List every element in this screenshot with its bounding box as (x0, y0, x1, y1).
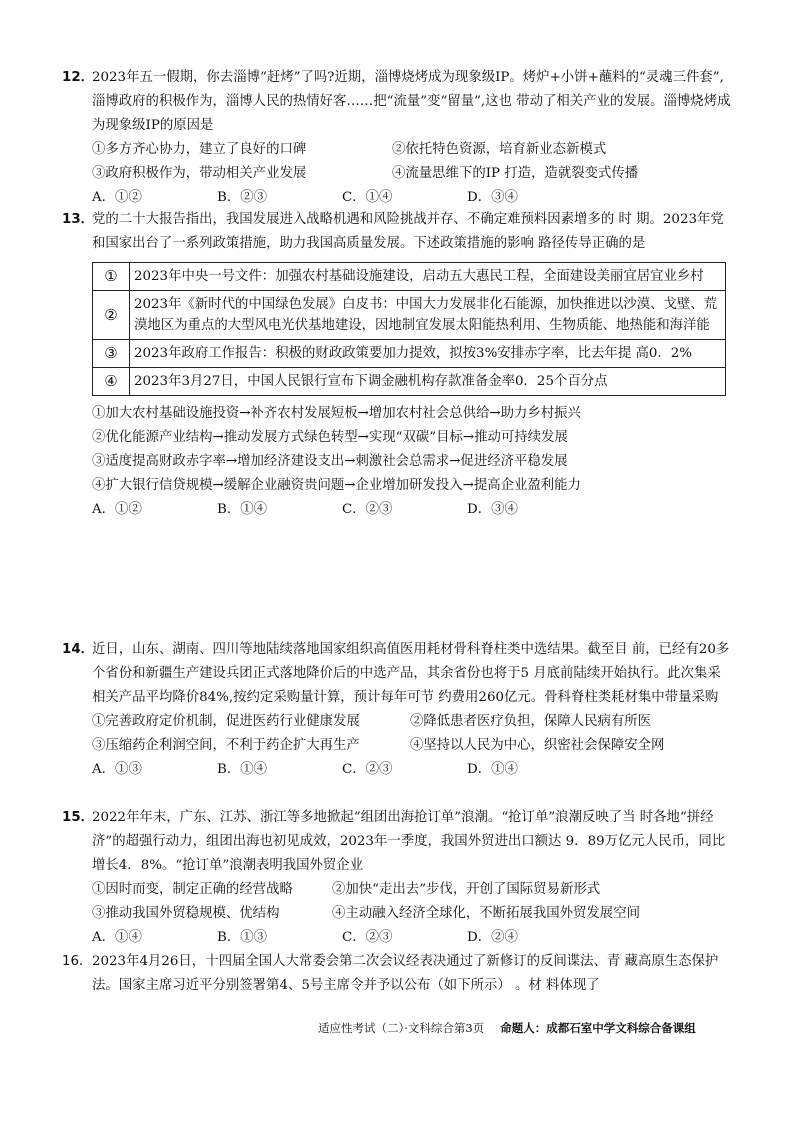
choice-d: D．①④ (467, 762, 518, 777)
question-13-stem (62, 208, 732, 256)
row-text: 2023年3月27日，中国人民银行宣布下调金融机构存款准备金率0．25个百分点 (130, 368, 726, 396)
question-16 (62, 950, 732, 998)
row-number: ① (93, 263, 130, 291)
answer-choices (92, 186, 732, 210)
question-number: 14． (62, 642, 95, 657)
choice-d: D．②④ (467, 930, 518, 945)
choice-b: B．①④ (217, 502, 268, 517)
option-2: ②依托特色资源，培育新业态新模式 (392, 142, 607, 157)
choice-c: C．②③ (342, 502, 393, 517)
table-row (93, 368, 726, 396)
footer-page-label: 适应性考试（二）·文科综合第3页 (318, 1021, 485, 1035)
row-text: 2023年政府工作报告：积极的财政政策要加力提效，拟按3%安排赤字率，比去年提 高0．2% (130, 340, 726, 368)
option-1: ①加大农村基础设施投资→补齐农村发展短板→增加农村社会总供给→助力乡村振兴 (92, 406, 581, 421)
option-2: ②加快“走出去”步伐，开创了国际贸易新形式 (332, 882, 601, 897)
table-row (93, 263, 726, 291)
stem-text: 2023年五一假期，你去淄博“赶烤”了吗?近期，淄博烧烤成为现象级IP。烤炉+小饼+蘸料的“灵魂三件套”,淄博政府的积极作为，淄博人民的热情好客……把“流量”变“留量”,这也 带动了相关产业的发展。淄博烧烤成为现象级IP的原因是 (92, 70, 731, 133)
footer-author: 命题人：成都石室中学文科综合备课组 (500, 1021, 696, 1035)
row-text: 2023年《新时代的中国绿色发展》白皮书：中国大力发展非化石能源，加快推进以沙漠、戈壁、荒漠地区为重点的大型风电光伏基地建设，因地制宜发展太阳能热利用、生物质能、地热能和海洋能 (130, 291, 726, 340)
option-4: ④扩大银行信贷规模→缓解企业融资贵问题→企业增加研发投入→提高企业盈利能力 (92, 478, 581, 493)
table-row (93, 291, 726, 340)
choice-b: B．②③ (217, 190, 268, 205)
question-15 (62, 806, 732, 950)
option-1: ①因时而变，制定正确的经营战略 (92, 882, 293, 897)
row-number: ④ (93, 368, 130, 396)
stem-text: 2022年年末，广东、江苏、浙江等多地掀起“组团出海抢订单”浪潮。“抢订单”浪潮反映了当 时各地“拼经济”的超强行动力，组团出海也初见成效，2023年一季度，我国外贸进出口额达 9．89万亿元人民币，同比增长4．8%。“抢订单”浪潮表明我国外贸企业 (92, 810, 726, 873)
row-text: 2023年中央一号文件：加强农村基础设施建设，启动五大惠民工程，全面建设美丽宜居宜业乡村 (130, 263, 726, 291)
question-number: 16． (62, 954, 93, 969)
stem-text: 近日，山东、湖南、四川等地陆续落地国家组织高值医用耗材骨科脊柱类中选结果。截至目 前，已经有20多个省份和新疆生产建设兵团正式落地降价后的中选产品，其余省份也将于5 月底前陆续开始执行。此次集采相关产品平均降价84%,按约定采购量计算，预计每年可节 约费用260亿元。骨科脊柱类耗材集中带量采购 (92, 642, 730, 705)
question-14 (62, 638, 732, 782)
option-4: ④流量思维下的IP 打造，造就裂变式传播 (392, 166, 639, 181)
option-3: ③推动我国外贸稳规模、优结构 (92, 906, 280, 921)
question-14-stem (62, 638, 732, 710)
option-3: ③适度提高财政赤字率→增加经济建设支出→刺激社会总需求→促进经济平稳发展 (92, 454, 568, 469)
answer-choices (92, 926, 732, 950)
question-16-stem (62, 950, 732, 998)
option-4: ④主动融入经济全球化，不断拓展我国外贸发展空间 (332, 906, 640, 921)
choice-b: B．①③ (217, 930, 268, 945)
choice-d: D．③④ (467, 190, 518, 205)
choice-c: C．②③ (342, 930, 393, 945)
choice-c: C．①④ (342, 190, 393, 205)
row-number: ② (93, 291, 130, 340)
policy-table (92, 262, 726, 396)
option-4: ④坚持以人民为中心，织密社会保障安全网 (410, 738, 665, 753)
question-13 (62, 208, 732, 522)
question-number: 15． (62, 810, 95, 825)
question-number: 13． (62, 212, 95, 227)
answer-choices (92, 498, 732, 522)
option-2: ②优化能源产业结构→推动发展方式绿色转型→实现“双碳”目标→推动可持续发展 (92, 430, 568, 445)
table-row (93, 340, 726, 368)
option-3: ③压缩药企利润空间，不利于药企扩大再生产 (92, 738, 360, 753)
question-12-stem (62, 66, 732, 138)
stem-text: 党的二十大报告指出，我国发展进入战略机遇和风险挑战并存、不确定难预料因素增多的 时 期。2023年党和国家出台了一系列政策措施，助力我国高质量发展。下述政策措施的影响 路径传导正确的是 (92, 212, 724, 251)
choice-a: A．①③ (92, 762, 142, 777)
choice-a: A．①② (92, 190, 142, 205)
row-number: ③ (93, 340, 130, 368)
option-3: ③政府积极作为，带动相关产业发展 (92, 166, 307, 181)
question-12 (62, 66, 732, 210)
choice-a: A．①② (92, 502, 142, 517)
option-1: ①多方齐心协力，建立了良好的口碑 (92, 142, 307, 157)
choice-a: A．①④ (92, 930, 142, 945)
choice-c: C．②③ (342, 762, 393, 777)
choice-b: B．①④ (217, 762, 268, 777)
question-15-stem (62, 806, 732, 878)
question-number: 12． (62, 70, 95, 85)
option-1: ①完善政府定价机制，促进医药行业健康发展 (92, 714, 360, 729)
choice-d: D．③④ (467, 502, 518, 517)
option-2: ②降低患者医疗负担，保障人民病有所医 (410, 714, 652, 729)
answer-choices (92, 758, 732, 782)
stem-text: 2023年4月26日，十四届全国人大常委会第二次会议经表决通过了新修订的反间谍法、青 藏高原生态保护法。国家主席习近平分别签署第4、5号主席令并予以公布（如下所示） 。材 料体现了 (92, 954, 719, 993)
page-footer (318, 1020, 696, 1036)
